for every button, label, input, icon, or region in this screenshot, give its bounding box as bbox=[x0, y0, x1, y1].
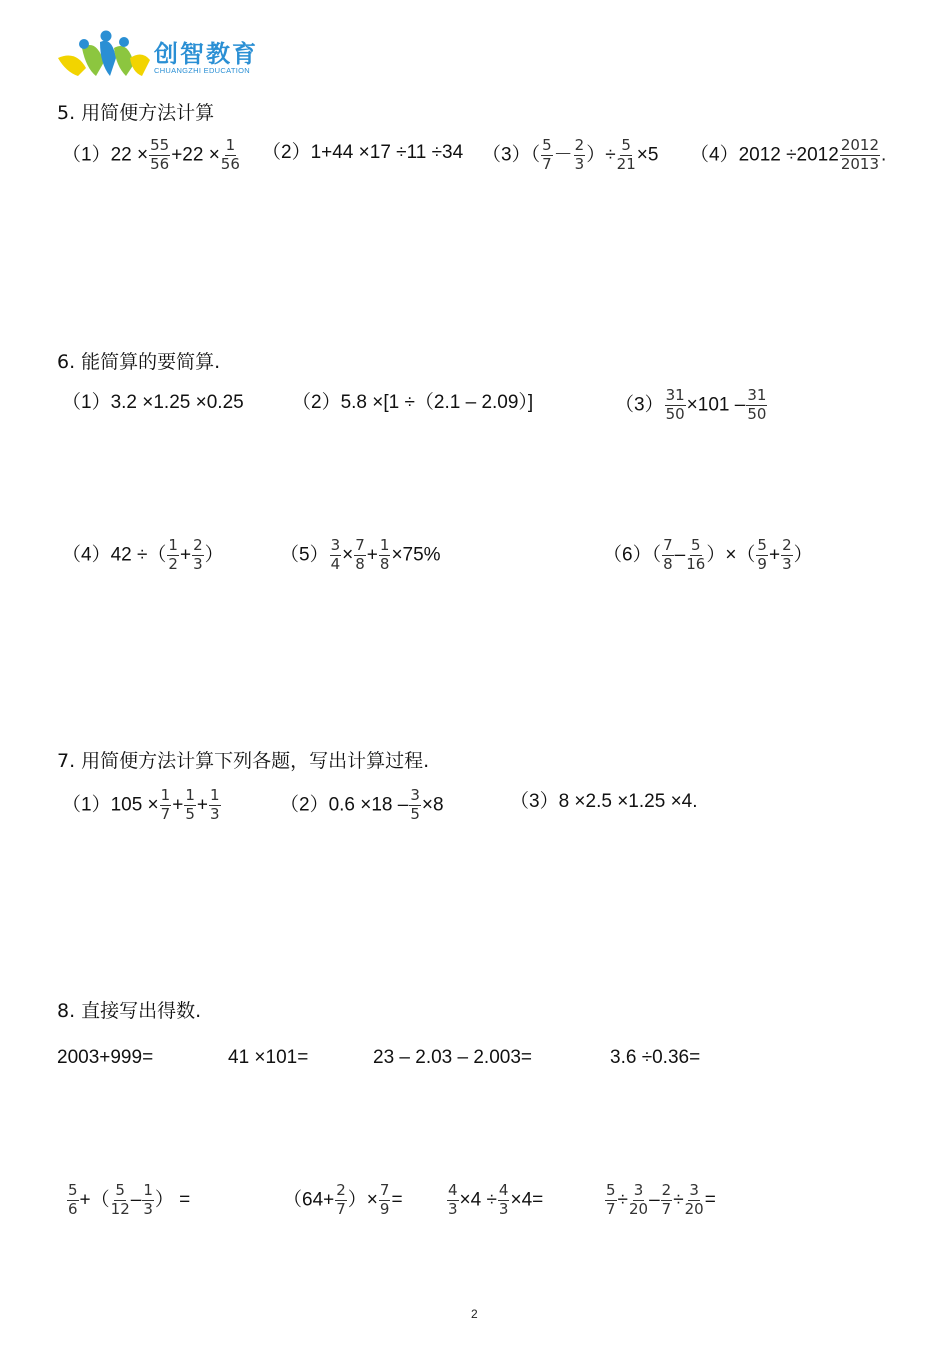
denominator: 16 bbox=[686, 554, 706, 573]
expr-text: + bbox=[768, 544, 781, 566]
numerator: 1 bbox=[209, 786, 220, 804]
logo-chinese-text: 创智教育 bbox=[154, 40, 258, 68]
problem-label: （1） bbox=[62, 794, 111, 816]
expr-text: ÷ bbox=[605, 144, 616, 166]
numerator: 2012 bbox=[840, 136, 880, 154]
q7-problem-1 bbox=[62, 788, 222, 823]
expr-text: = bbox=[391, 1189, 403, 1211]
expr-text: ）×（ bbox=[706, 544, 756, 566]
expr-text: 42 ÷（ bbox=[110, 544, 167, 566]
expr-text: ×4= bbox=[510, 1189, 544, 1211]
fraction bbox=[605, 1183, 617, 1218]
denominator: 8 bbox=[663, 554, 673, 573]
numerator: 5 bbox=[757, 536, 767, 554]
numerator: 1 bbox=[379, 536, 390, 554]
fraction bbox=[574, 138, 586, 173]
fraction bbox=[756, 538, 768, 573]
q5-problem-1 bbox=[62, 138, 241, 173]
expr-text: . bbox=[881, 144, 887, 166]
fraction bbox=[184, 788, 196, 823]
expr-text: – bbox=[649, 1189, 660, 1211]
denominator: 9 bbox=[757, 554, 767, 573]
expr-text: – bbox=[674, 544, 686, 566]
denominator: 9 bbox=[379, 1199, 390, 1218]
numerator: 5 bbox=[68, 1181, 78, 1199]
expr-text: + bbox=[172, 794, 184, 816]
numerator: 31 bbox=[665, 386, 685, 404]
q6-problem-1 bbox=[62, 393, 244, 412]
expr-text: + bbox=[196, 794, 208, 816]
expr-text: ×101 – bbox=[686, 394, 746, 416]
denominator: 7 bbox=[661, 1199, 672, 1218]
problem-label: （5） bbox=[280, 544, 329, 566]
fraction bbox=[149, 138, 170, 173]
problem-label: （4） bbox=[62, 544, 111, 566]
numerator: 5 bbox=[621, 136, 631, 154]
numerator: 7 bbox=[379, 1181, 390, 1199]
expr-text: ） bbox=[586, 144, 606, 166]
fraction bbox=[661, 1183, 673, 1218]
logo-english-text: CHUANGZHI EDUCATION bbox=[154, 66, 250, 75]
q6-problem-5 bbox=[280, 538, 441, 573]
numerator: 5 bbox=[115, 1181, 125, 1199]
denominator: 21 bbox=[616, 154, 636, 173]
q8-item-5 bbox=[66, 1183, 190, 1218]
expr-text: 2012 ÷2012 bbox=[738, 144, 839, 166]
fraction bbox=[379, 538, 391, 573]
fraction bbox=[192, 538, 204, 573]
expr-text: 8 ×2.5 ×1.25 ×4. bbox=[558, 791, 698, 812]
denominator: 2013 bbox=[840, 154, 880, 173]
expr-text: = bbox=[704, 1189, 716, 1211]
q7-problem-2 bbox=[280, 788, 444, 823]
expr-text: 0.6 ×18 – bbox=[328, 794, 409, 816]
expr-text: × bbox=[342, 544, 354, 566]
numerator: 1 bbox=[160, 786, 171, 804]
q5-problem-2 bbox=[262, 143, 463, 162]
q5-title: 5. 用简便方法计算 bbox=[57, 102, 215, 124]
expr-text: 3.2 ×1.25 ×0.25 bbox=[110, 392, 244, 413]
q6-problem-6 bbox=[603, 538, 813, 573]
numerator: 2 bbox=[336, 1181, 346, 1199]
expr-text: 5.8 ×[1 ÷（2.1 – 2.09）] bbox=[340, 392, 534, 413]
fraction bbox=[685, 1183, 704, 1218]
brand-logo bbox=[56, 28, 276, 84]
expr-text: 105 × bbox=[110, 794, 159, 816]
fraction bbox=[447, 1183, 459, 1218]
denominator: 20 bbox=[684, 1199, 704, 1218]
denominator: 3 bbox=[498, 1199, 509, 1218]
numerator: 5 bbox=[606, 1181, 616, 1199]
problem-label: （1） bbox=[62, 144, 111, 166]
denominator: 5 bbox=[410, 804, 420, 823]
expr-text: 1+44 ×17 ÷11 ÷34 bbox=[310, 142, 464, 163]
expr-text: ÷ bbox=[673, 1189, 684, 1211]
denominator: 6 bbox=[68, 1199, 78, 1218]
numerator: 3 bbox=[633, 1181, 644, 1199]
numerator: 4 bbox=[498, 1181, 509, 1199]
q6-problem-2 bbox=[292, 393, 533, 412]
q5-problem-4 bbox=[690, 138, 886, 173]
problem-label: （3） bbox=[615, 394, 664, 416]
q5-problem-3 bbox=[482, 138, 658, 173]
expr-text: 22 × bbox=[110, 144, 149, 166]
fraction bbox=[498, 1183, 510, 1218]
problem-label: （3） bbox=[482, 144, 531, 166]
fraction bbox=[111, 1183, 130, 1218]
numerator: 3 bbox=[689, 1181, 699, 1199]
expr-text: （64+ bbox=[283, 1189, 335, 1211]
expr-text: （ bbox=[651, 544, 662, 566]
expr-text: + bbox=[179, 544, 192, 566]
denominator: 3 bbox=[193, 554, 203, 573]
expr-text: ÷ bbox=[617, 1189, 628, 1211]
numerator: 1 bbox=[225, 136, 236, 154]
fraction bbox=[335, 1183, 347, 1218]
denominator: 50 bbox=[665, 404, 685, 423]
fraction bbox=[142, 1183, 154, 1218]
numerator: 7 bbox=[355, 536, 365, 554]
expr-text: ×8 bbox=[421, 794, 444, 816]
expr-text: + bbox=[366, 544, 378, 566]
q8-item-7 bbox=[446, 1183, 543, 1218]
fraction bbox=[665, 388, 686, 423]
numerator: 55 bbox=[150, 136, 170, 154]
expr-text: ） = bbox=[154, 1189, 191, 1211]
denominator: 5 bbox=[185, 804, 195, 823]
denominator: 3 bbox=[143, 1199, 153, 1218]
numerator: 31 bbox=[747, 386, 767, 404]
problem-label: （2） bbox=[280, 794, 329, 816]
expr-text: ×75% bbox=[391, 544, 441, 566]
fraction bbox=[379, 1183, 391, 1218]
expr-text: ×4 ÷ bbox=[459, 1189, 497, 1211]
numerator: 2 bbox=[193, 536, 203, 554]
numerator: 1 bbox=[185, 786, 195, 804]
fraction bbox=[167, 538, 179, 573]
denominator: 12 bbox=[110, 1199, 130, 1218]
numerator: 2 bbox=[782, 536, 792, 554]
expr-text: ）× bbox=[347, 1189, 378, 1211]
expr-text: +（ bbox=[79, 1189, 110, 1211]
problem-label: （4） bbox=[690, 144, 739, 166]
denominator: 3 bbox=[209, 804, 220, 823]
q6-problem-3 bbox=[615, 388, 768, 423]
expr-text: ） bbox=[204, 544, 224, 566]
expr-text: – bbox=[130, 1189, 142, 1211]
problem-label: （1） bbox=[62, 392, 111, 413]
numerator: 5 bbox=[690, 536, 701, 554]
fraction bbox=[746, 388, 767, 423]
denominator: 8 bbox=[379, 554, 390, 573]
problem-label: （6） bbox=[603, 544, 652, 566]
numerator: 2 bbox=[661, 1181, 672, 1199]
page-number: 2 bbox=[471, 1307, 478, 1321]
expr-text: ×5 bbox=[636, 144, 659, 166]
denominator: 8 bbox=[355, 554, 365, 573]
expr-text: ） bbox=[793, 544, 813, 566]
fraction bbox=[67, 1183, 79, 1218]
numerator: 3 bbox=[330, 536, 341, 554]
q8-item-6 bbox=[283, 1183, 403, 1218]
q8-item-3: 23 – 2.03 – 2.003= bbox=[373, 1047, 533, 1068]
denominator: 3 bbox=[782, 554, 792, 573]
fraction bbox=[686, 538, 705, 573]
numerator: 5 bbox=[542, 136, 552, 154]
expr-text: +22 × bbox=[171, 144, 220, 166]
denominator: 56 bbox=[220, 154, 240, 173]
fraction bbox=[354, 538, 366, 573]
denominator: 4 bbox=[330, 554, 341, 573]
fraction bbox=[541, 138, 553, 173]
fraction bbox=[840, 138, 880, 173]
fraction bbox=[629, 1183, 648, 1218]
q8-item-1: 2003+999= bbox=[57, 1047, 154, 1068]
fraction bbox=[617, 138, 636, 173]
numerator: 3 bbox=[410, 786, 420, 804]
denominator: 2 bbox=[168, 554, 178, 573]
numerator: 2 bbox=[574, 136, 585, 154]
denominator: 50 bbox=[747, 404, 767, 423]
denominator: 3 bbox=[448, 1199, 458, 1218]
denominator: 3 bbox=[574, 154, 585, 173]
q6-problem-4 bbox=[62, 538, 224, 573]
q6-title: 6. 能简算的要简算. bbox=[57, 351, 221, 373]
numerator: 1 bbox=[168, 536, 178, 554]
denominator: 56 bbox=[150, 154, 170, 173]
denominator: 20 bbox=[628, 1199, 649, 1218]
expr-text: － bbox=[553, 144, 573, 166]
q7-title: 7. 用简便方法计算下列各题，写出计算过程. bbox=[57, 750, 430, 772]
expr-text: （ bbox=[530, 144, 541, 166]
q8-title: 8. 直接写出得数. bbox=[57, 1000, 202, 1022]
q8-item-2: 41 ×101= bbox=[228, 1047, 309, 1068]
denominator: 7 bbox=[336, 1199, 346, 1218]
fraction bbox=[781, 538, 793, 573]
denominator: 7 bbox=[542, 154, 552, 173]
numerator: 4 bbox=[448, 1181, 458, 1199]
fraction bbox=[209, 788, 221, 823]
fraction bbox=[409, 788, 421, 823]
fraction bbox=[662, 538, 674, 573]
fraction bbox=[221, 138, 240, 173]
fraction bbox=[330, 538, 342, 573]
logo-figures-icon bbox=[56, 28, 152, 80]
denominator: 7 bbox=[606, 1199, 616, 1218]
problem-label: （2） bbox=[262, 142, 311, 163]
denominator: 7 bbox=[160, 804, 171, 823]
q7-problem-3 bbox=[510, 792, 698, 811]
problem-label: （2） bbox=[292, 392, 341, 413]
q8-item-4: 3.6 ÷0.36= bbox=[610, 1047, 701, 1068]
numerator: 1 bbox=[143, 1181, 153, 1199]
fraction bbox=[160, 788, 172, 823]
q8-item-8 bbox=[604, 1183, 716, 1218]
problem-label: （3） bbox=[510, 791, 559, 812]
numerator: 7 bbox=[663, 536, 673, 554]
